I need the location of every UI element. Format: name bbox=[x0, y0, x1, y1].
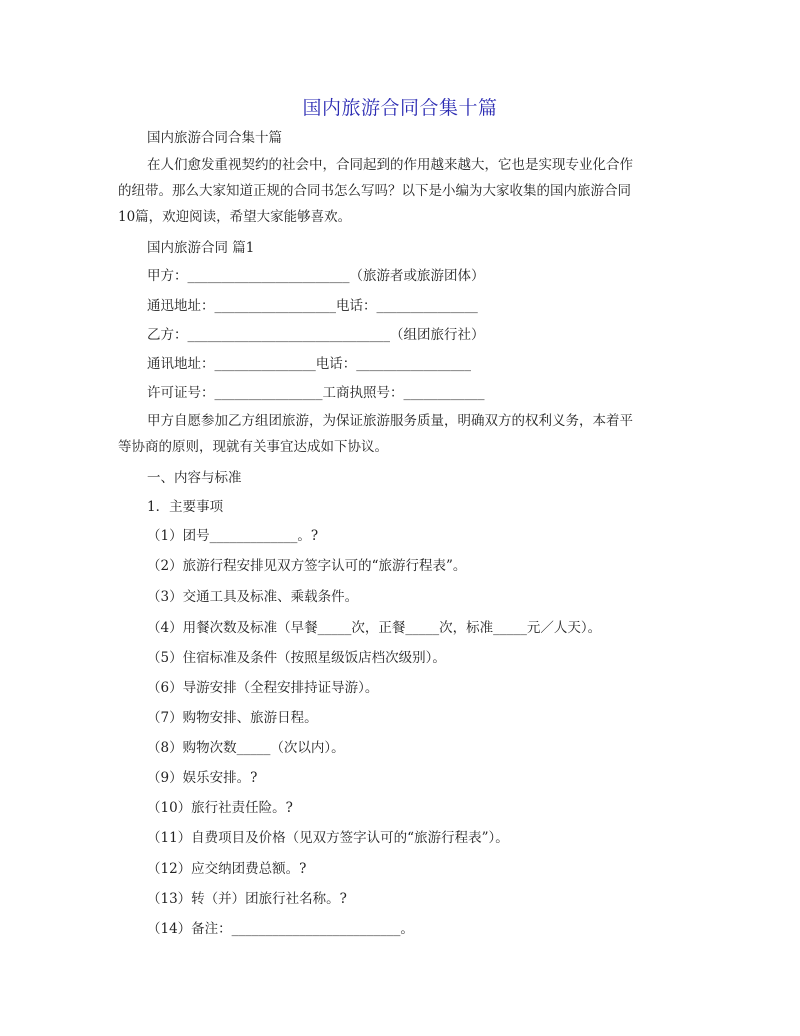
party-b-field: 乙方：______________________________（组团旅行社） bbox=[147, 327, 485, 343]
intro-paragraph: 在人们愈发重视契约的社会中，合同起到的作用越来越大，它也是实现专业化合作的纽带。那么大家知道正规的合同书怎么写吗？以下是小编为大家收集的国内旅游合同10篇，欢迎阅读，希望大家能够喜欢。 bbox=[118, 157, 633, 225]
chapter-heading: 一、内容与标准 bbox=[147, 470, 242, 486]
list-item: （12）应交纳团费总额。? bbox=[147, 861, 307, 877]
list-item: （14）备注：_________________________。 bbox=[147, 921, 414, 937]
list-item: （4）用餐次数及标准（早餐_____次，正餐_____次，标准_____元／人天）。 bbox=[147, 620, 602, 636]
list-item: （13）转（并）团旅行社名称。? bbox=[147, 891, 347, 907]
address-b-field: 通讯地址：_______________电话：_________________ bbox=[147, 356, 471, 372]
list-item: （7）购物安排、旅游日程。 bbox=[147, 710, 318, 726]
list-item: （8）购物次数_____（次以内）。 bbox=[147, 740, 345, 756]
address-a-field: 通迅地址：__________________电话：_______________ bbox=[147, 298, 478, 314]
list-item: （11）自费项目及价格（见双方签字认可的“旅游行程表”）。 bbox=[147, 830, 509, 846]
list-item: （9）娱乐安排。? bbox=[147, 770, 258, 786]
list-item: （6）导游安排（全程安排持证导游）。 bbox=[147, 680, 379, 696]
document-subtitle: 国内旅游合同合集十篇 bbox=[147, 130, 282, 146]
document-title: 国内旅游合同合集十篇 bbox=[302, 97, 498, 119]
list-item: （3）交通工具及标准、乘载条件。 bbox=[147, 589, 359, 605]
subsection-heading: 1．主要事项 bbox=[147, 499, 224, 515]
party-a-field: 甲方：________________________（旅游者或旅游团体） bbox=[147, 268, 485, 284]
agreement-paragraph: 甲方自愿参加乙方组团旅游，为保证旅游服务质量，明确双方的权利义务，本着平等协商的原则，现就有关事宜达成如下协议。 bbox=[118, 413, 633, 455]
list-item: （1）团号_____________。? bbox=[147, 528, 319, 544]
list-item: （10）旅行社责任险。? bbox=[147, 800, 293, 816]
section-heading: 国内旅游合同 篇1 bbox=[147, 240, 255, 256]
license-field: 许可证号：________________工商执照号：____________ bbox=[147, 385, 485, 401]
list-item: （5）住宿标准及条件（按照星级饭店档次级别）。 bbox=[147, 650, 446, 666]
list-item: （2）旅游行程安排见双方签字认可的“旅游行程表”。 bbox=[147, 558, 467, 574]
